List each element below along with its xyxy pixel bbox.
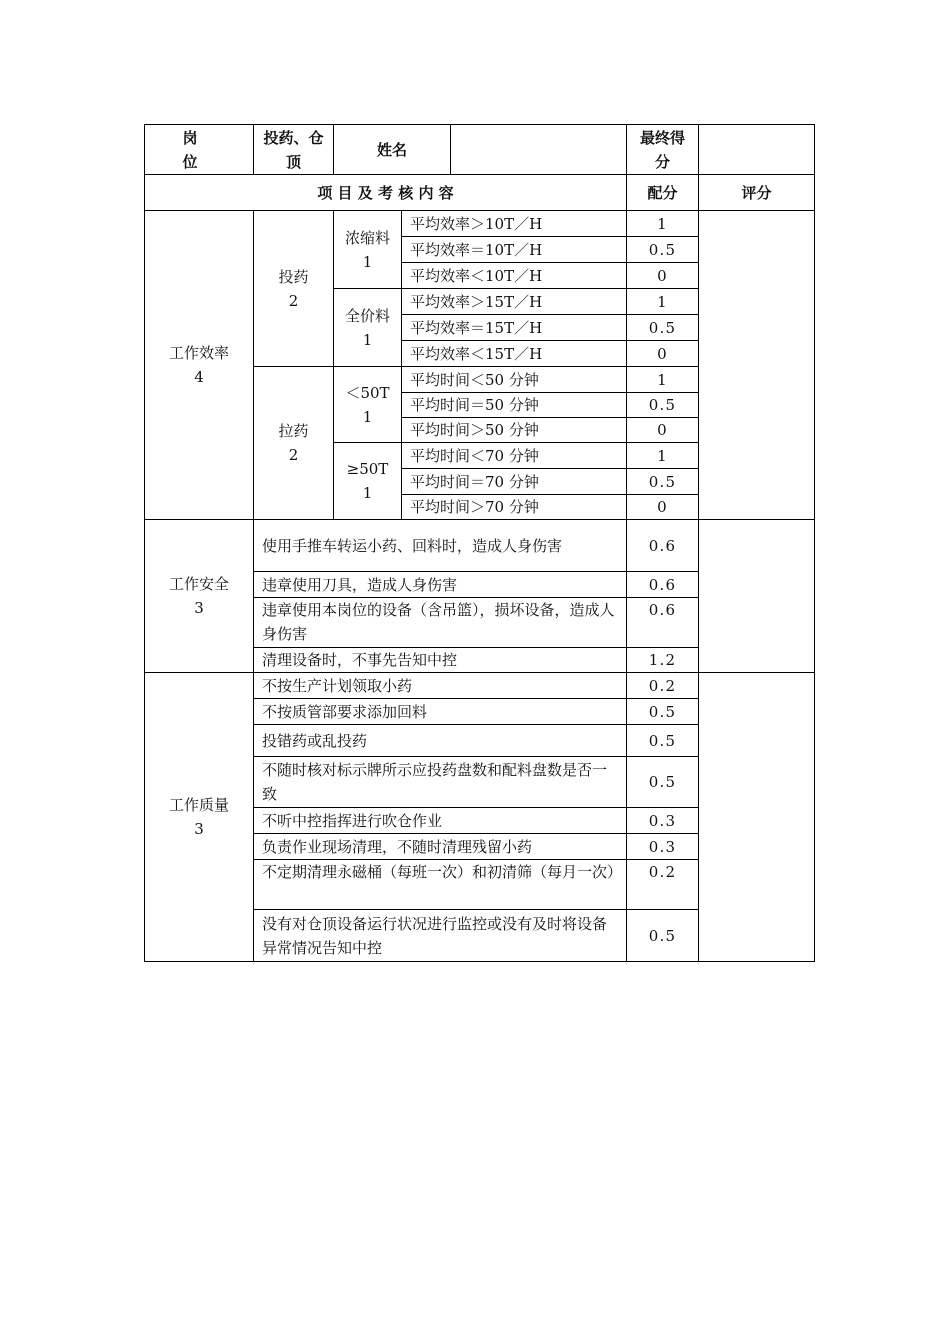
safety-title: 工作安全 — [168, 575, 229, 593]
table-row — [145, 211, 815, 237]
final-score-value[interactable] — [699, 125, 815, 175]
criterion-points: 0.6 — [627, 572, 699, 598]
criterion-text: 平均时间＜70 分钟 — [402, 443, 627, 469]
criterion-text: 没有对仓顶设备运行状况进行监控或没有及时将设备异常情况告知中控 — [254, 910, 627, 962]
safety-category — [145, 520, 254, 673]
criterion-text: 平均效率＝10T／H — [402, 237, 627, 263]
score-label: 评分 — [699, 175, 815, 211]
criterion-text: 使用手推车转运小药、回料时，造成人身伤害 — [254, 520, 627, 572]
quality-score-cell[interactable] — [699, 673, 815, 962]
final-score-label: 最终得分 — [627, 125, 699, 175]
assessment-sheet — [144, 124, 814, 962]
subheader-row — [145, 175, 815, 211]
criterion-text: 负责作业现场清理，不随时清理残留小药 — [254, 834, 627, 860]
points-label: 配分 — [627, 175, 699, 211]
criterion-text: 平均时间＝70 分钟 — [402, 469, 627, 495]
items-label: 项 目 及 考 核 内 容 — [145, 175, 627, 211]
lt50-category — [334, 367, 402, 443]
criterion-points: 0.5 — [627, 393, 699, 418]
criterion-points: 0.3 — [627, 834, 699, 860]
ge50-points: 1 — [362, 484, 373, 502]
table-row — [145, 673, 815, 699]
lt50-points: 1 — [362, 407, 373, 426]
criterion-points: 0.2 — [627, 860, 699, 910]
safety-score-cell[interactable] — [699, 520, 815, 673]
criterion-text: 违章使用刀具，造成人身伤害 — [254, 572, 627, 598]
criterion-text: 不按质管部要求添加回料 — [254, 699, 627, 725]
criterion-points: 0 — [627, 418, 699, 443]
post-value: 投药、仓顶 — [254, 125, 334, 175]
criterion-text: 不定期清理永磁桶（每班一次）和初清筛（每月一次） — [254, 860, 627, 910]
full-feed-category — [334, 289, 402, 367]
quality-points: 3 — [194, 820, 204, 838]
criterion-points: 0.5 — [627, 237, 699, 263]
criterion-points: 0 — [627, 263, 699, 289]
efficiency-points: 4 — [194, 368, 204, 386]
quality-category — [145, 673, 254, 962]
criterion-text: 平均时间＞50 分钟 — [402, 418, 627, 443]
efficiency-category — [145, 211, 254, 520]
quality-title: 工作质量 — [168, 796, 229, 814]
name-value[interactable] — [451, 125, 627, 174]
table-row — [145, 520, 815, 572]
criterion-text: 平均效率＜15T／H — [402, 341, 627, 367]
criterion-text: 平均效率＞10T／H — [402, 211, 627, 237]
criterion-points: 0.5 — [627, 469, 699, 495]
pulling-category — [254, 367, 334, 520]
header-row — [145, 125, 815, 175]
name-block — [334, 125, 627, 175]
criterion-text: 平均时间＞70 分钟 — [402, 495, 627, 520]
criterion-text: 平均效率＜10T／H — [402, 263, 627, 289]
safety-points: 3 — [194, 599, 204, 617]
criterion-points: 0.5 — [627, 315, 699, 341]
concentrate-title: 浓缩料 — [344, 228, 390, 247]
pulling-title: 拉药 — [278, 422, 309, 440]
assessment-table — [144, 124, 815, 962]
criterion-text: 平均效率＞15T／H — [402, 289, 627, 315]
criterion-points: 0.3 — [627, 808, 699, 834]
criterion-points: 1 — [627, 443, 699, 469]
criterion-points: 0.5 — [627, 910, 699, 962]
dosing-title: 投药 — [278, 267, 309, 286]
full-feed-points: 1 — [362, 330, 373, 349]
criterion-points: 0 — [627, 341, 699, 367]
criterion-points: 1 — [627, 289, 699, 315]
criterion-text: 清理设备时，不事先告知中控 — [254, 648, 627, 673]
criterion-text: 投错药或乱投药 — [254, 725, 627, 757]
criterion-text: 违章使用本岗位的设备（含吊篮），损坏设备，造成人身伤害 — [254, 598, 627, 648]
dosing-points: 2 — [288, 291, 299, 310]
criterion-text: 平均时间＜50 分钟 — [402, 367, 627, 393]
concentrate-category — [334, 211, 402, 289]
criterion-points: 0.2 — [627, 673, 699, 699]
criterion-points: 0.5 — [627, 699, 699, 725]
ge50-title: ≥50T — [346, 460, 389, 478]
efficiency-score-cell[interactable] — [699, 211, 815, 520]
criterion-points: 1 — [627, 211, 699, 237]
criterion-points: 1 — [627, 367, 699, 393]
criterion-text: 不随时核对标示牌所示应投药盘数和配料盘数是否一致 — [254, 757, 627, 808]
ge50-category — [334, 443, 402, 520]
criterion-points: 0 — [627, 495, 699, 520]
criterion-text: 不听中控指挥进行吹仓作业 — [254, 808, 627, 834]
criterion-points: 0.6 — [627, 598, 699, 648]
dosing-category — [254, 211, 334, 367]
criterion-points: 0.6 — [627, 520, 699, 572]
lt50-title: ＜50T — [345, 383, 390, 402]
criterion-points: 0.5 — [627, 725, 699, 757]
criterion-text: 平均效率＝15T／H — [402, 315, 627, 341]
criterion-text: 平均时间＝50 分钟 — [402, 393, 627, 418]
pulling-points: 2 — [288, 446, 299, 464]
full-feed-title: 全价料 — [344, 306, 390, 325]
criterion-text: 不按生产计划领取小药 — [254, 673, 627, 699]
name-label: 姓名 — [334, 125, 451, 174]
criterion-points: 1.2 — [627, 648, 699, 673]
concentrate-points: 1 — [362, 252, 373, 271]
post-label: 岗 位 — [145, 125, 254, 175]
criterion-points: 0.5 — [627, 757, 699, 808]
efficiency-title: 工作效率 — [168, 344, 229, 362]
